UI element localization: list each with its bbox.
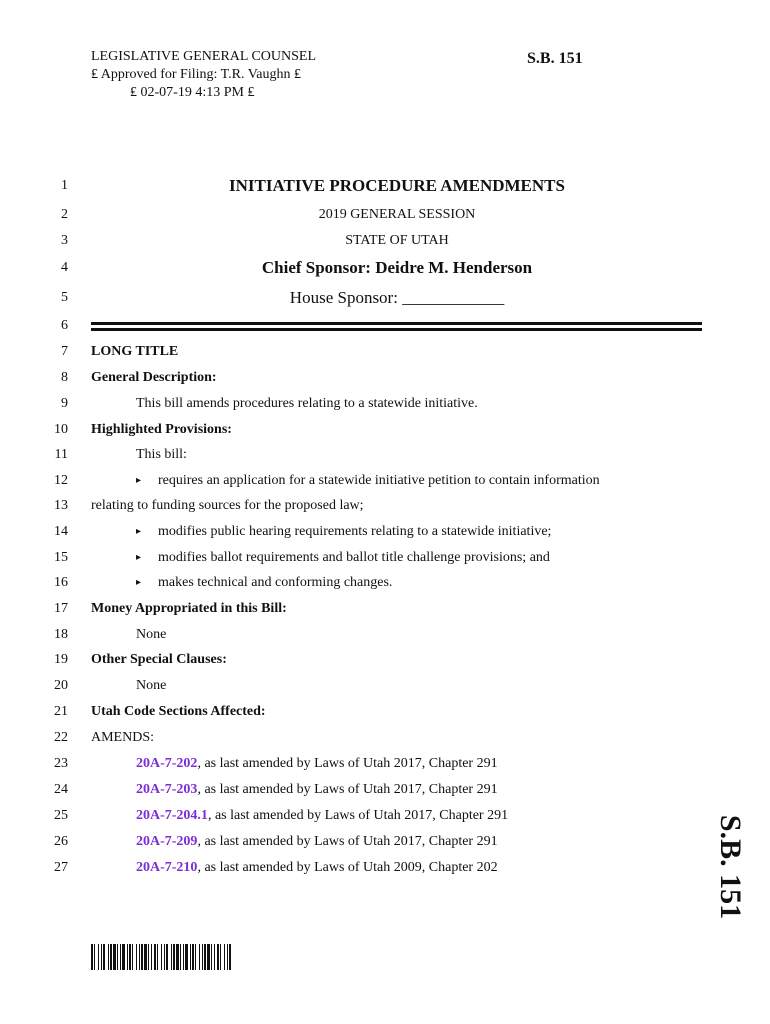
line-number: 6 (61, 318, 68, 333)
barcode-bar (202, 944, 203, 970)
barcode-bar (129, 944, 131, 970)
general-description-heading: General Description: (91, 370, 217, 385)
barcode-bar (161, 944, 162, 970)
line-number: 15 (54, 550, 68, 565)
barcode-bar (117, 944, 118, 970)
line-number: 10 (54, 422, 68, 437)
bullet-triangle-icon: ▸ (136, 577, 142, 588)
line-number: 5 (61, 290, 68, 305)
line-number: 26 (54, 834, 68, 849)
bill-number: S.B. 151 (527, 50, 583, 67)
barcode-bar (176, 944, 179, 970)
barcode-bar (148, 944, 149, 970)
barcode-bar (108, 944, 109, 970)
provision-item: ▸ modifies public hearing requirements relating to a statewide initiative; (136, 524, 552, 539)
money-appropriated-value: None (136, 627, 167, 642)
line-number: 23 (54, 756, 68, 771)
barcode-bar (227, 944, 228, 970)
approval-timestamp: ₤ 02-07-19 4:13 PM ₤ (130, 85, 255, 100)
line-number: 12 (54, 473, 68, 488)
barcode-bar (113, 944, 116, 970)
line-number: 1 (61, 178, 68, 193)
long-title-heading: LONG TITLE (91, 344, 179, 359)
barcode-bar (110, 944, 112, 970)
double-rule-top (91, 322, 702, 325)
approval-line: ₤ Approved for Filing: T.R. Vaughn ₤ (91, 67, 301, 82)
barcode-bar (144, 944, 147, 970)
special-clauses-heading: Other Special Clauses: (91, 652, 227, 667)
code-sections-heading: Utah Code Sections Affected: (91, 704, 266, 719)
house-sponsor: House Sponsor: ____________ (289, 288, 505, 307)
barcode-bar (199, 944, 200, 970)
barcode-bar (166, 944, 168, 970)
barcode-bar (151, 944, 152, 970)
provision-item: ▸ makes technical and conforming changes. (136, 575, 393, 590)
state-label: STATE OF UTAH (345, 233, 449, 248)
barcode-bar (120, 944, 121, 970)
barcode-bar (139, 944, 140, 970)
barcode-bar (127, 944, 128, 970)
line-number: 18 (54, 627, 68, 642)
barcode-bar (164, 944, 165, 970)
office-label: LEGISLATIVE GENERAL COUNSEL (91, 49, 317, 64)
barcode-bar (190, 944, 191, 970)
side-bill-label: S.B. 151 (714, 814, 747, 920)
barcode-bar (180, 944, 181, 970)
bullet-triangle-icon: ▸ (136, 526, 142, 537)
provision-item: ▸ requires an application for a statewide initiative petition to contain information (136, 473, 600, 488)
line-number: 27 (54, 860, 68, 875)
line-number: 20 (54, 678, 68, 693)
barcode-bar (224, 944, 225, 970)
barcode-bar (192, 944, 194, 970)
session-label: 2019 GENERAL SESSION (318, 207, 476, 222)
barcode-bar (171, 944, 172, 970)
barcode-bar (183, 944, 184, 970)
barcode-bar (229, 944, 231, 970)
barcode-bar (141, 944, 143, 970)
code-section-link[interactable]: 20A-7-204.1 (136, 808, 208, 823)
highlighted-provisions-heading: Highlighted Provisions: (91, 422, 232, 437)
bullet-triangle-icon: ▸ (136, 552, 142, 563)
barcode-bar (91, 944, 93, 970)
provision-item: ▸ modifies ballot requirements and ballot title challenge provisions; and (136, 550, 550, 565)
barcode-bar (211, 944, 212, 970)
barcode-bar (103, 944, 105, 970)
code-section-row: 20A-7-202, as last amended by Laws of Utah 2017, Chapter 291 (136, 756, 498, 771)
barcode-bar (136, 944, 137, 970)
money-appropriated-heading: Money Appropriated in this Bill: (91, 601, 287, 616)
line-number: 8 (61, 370, 68, 385)
bill-title: INITIATIVE PROCEDURE AMENDMENTS (229, 176, 565, 195)
code-section-link[interactable]: 20A-7-209 (136, 834, 198, 849)
code-section-link[interactable]: 20A-7-203 (136, 782, 198, 797)
line-number: 3 (61, 233, 68, 248)
barcode-icon (91, 944, 231, 970)
line-number: 9 (61, 396, 68, 411)
barcode-bar (98, 944, 99, 970)
code-section-row: 20A-7-209, as last amended by Laws of Utah 2017, Chapter 291 (136, 834, 498, 849)
special-clauses-value: None (136, 678, 167, 693)
chief-sponsor: Chief Sponsor: Deidre M. Henderson (261, 258, 533, 277)
barcode-bar (195, 944, 196, 970)
barcode-bar (122, 944, 125, 970)
line-number: 19 (54, 652, 68, 667)
code-section-row: 20A-7-210, as last amended by Laws of Utah 2009, Chapter 202 (136, 860, 498, 875)
barcode-bar (214, 944, 215, 970)
code-section-link[interactable]: 20A-7-202 (136, 756, 198, 771)
line-number: 11 (54, 447, 68, 462)
line-number: 13 (54, 498, 68, 513)
line-number: 21 (54, 704, 68, 719)
barcode-bar (154, 944, 156, 970)
line-number: 25 (54, 808, 68, 823)
barcode-bar (132, 944, 133, 970)
barcode-bar (173, 944, 175, 970)
barcode-bar (185, 944, 188, 970)
code-section-link[interactable]: 20A-7-210 (136, 860, 198, 875)
line-number: 2 (61, 207, 68, 222)
barcode-bar (157, 944, 158, 970)
line-number: 4 (61, 260, 68, 275)
bullet-triangle-icon: ▸ (136, 475, 142, 486)
line-number: 17 (54, 601, 68, 616)
line-number: 7 (61, 344, 68, 359)
line-number: 14 (54, 524, 68, 539)
barcode-bar (217, 944, 219, 970)
barcode-bar (101, 944, 102, 970)
barcode-bar (204, 944, 206, 970)
barcode-bar (94, 944, 95, 970)
amends-label: AMENDS: (91, 730, 155, 745)
barcode-bar (207, 944, 210, 970)
general-description-text: This bill amends procedures relating to a statewide initiative. (136, 396, 478, 411)
barcode-bar (220, 944, 221, 970)
code-section-row: 20A-7-204.1, as last amended by Laws of Utah 2017, Chapter 291 (136, 808, 509, 823)
line-number: 16 (54, 575, 68, 590)
provision-continuation: relating to funding sources for the proposed law; (91, 498, 364, 513)
code-section-row: 20A-7-203, as last amended by Laws of Utah 2017, Chapter 291 (136, 782, 498, 797)
line-number: 22 (54, 730, 68, 745)
double-rule-bottom (91, 328, 702, 331)
line-number: 24 (54, 782, 68, 797)
this-bill-label: This bill: (136, 447, 187, 462)
